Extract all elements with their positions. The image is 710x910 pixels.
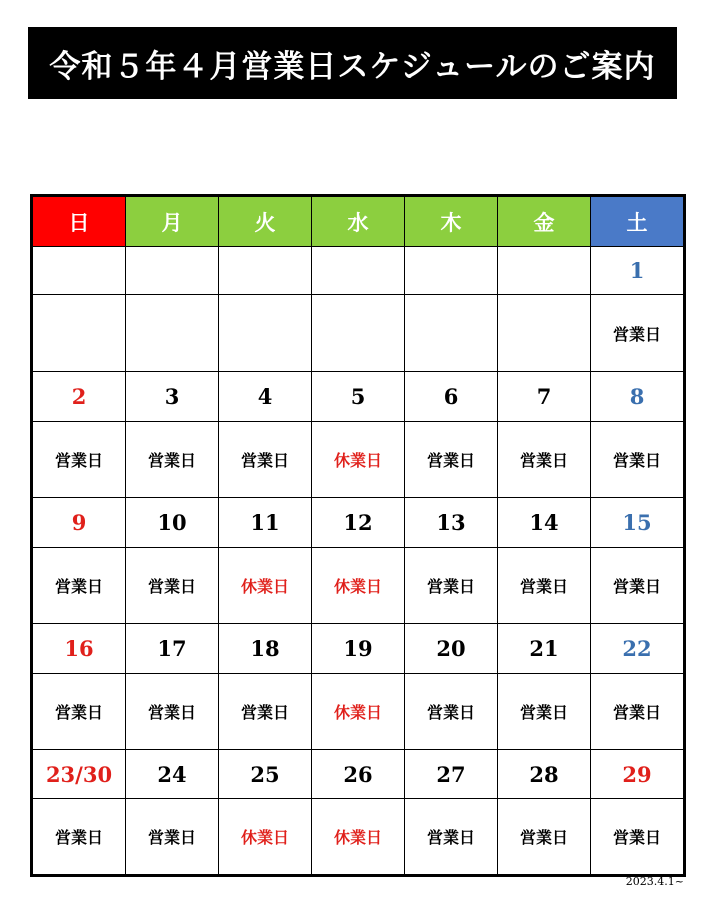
status-open: 営業日 <box>498 548 591 624</box>
status-open: 営業日 <box>32 422 126 498</box>
status-open: 営業日 <box>219 674 312 750</box>
date-number: 29 <box>591 750 685 799</box>
status-closed: 休業日 <box>312 799 405 876</box>
status-open: 営業日 <box>126 422 219 498</box>
date-number: 24 <box>126 750 219 799</box>
date-number: 25 <box>219 750 312 799</box>
status-empty <box>312 295 405 372</box>
date-number: 11 <box>219 498 312 548</box>
date-number: 7 <box>498 372 591 422</box>
status-open: 営業日 <box>219 422 312 498</box>
header-saturday: 土 <box>591 196 685 247</box>
date-number: 22 <box>591 624 685 674</box>
date-number: 20 <box>405 624 498 674</box>
date-number: 3 <box>126 372 219 422</box>
date-number <box>32 247 126 295</box>
date-number: 2 <box>32 372 126 422</box>
date-number: 15 <box>591 498 685 548</box>
status-open: 営業日 <box>498 422 591 498</box>
status-closed: 休業日 <box>312 548 405 624</box>
status-empty <box>32 295 126 372</box>
title-bar <box>28 27 677 99</box>
status-open: 営業日 <box>126 799 219 876</box>
header-sunday: 日 <box>32 196 126 247</box>
date-row <box>32 624 685 674</box>
status-open: 営業日 <box>591 422 685 498</box>
header-tuesday: 火 <box>219 196 312 247</box>
date-number <box>405 247 498 295</box>
status-open: 営業日 <box>126 674 219 750</box>
status-empty <box>498 295 591 372</box>
date-number <box>312 247 405 295</box>
status-row <box>32 548 685 624</box>
status-open: 営業日 <box>405 548 498 624</box>
date-number: 14 <box>498 498 591 548</box>
date-number: 19 <box>312 624 405 674</box>
status-open: 営業日 <box>126 548 219 624</box>
status-open: 営業日 <box>591 799 685 876</box>
date-number: 5 <box>312 372 405 422</box>
date-number: 26 <box>312 750 405 799</box>
date-number: 16 <box>32 624 126 674</box>
date-row <box>32 247 685 295</box>
date-row <box>32 372 685 422</box>
calendar-table <box>30 194 686 877</box>
header-wednesday: 水 <box>312 196 405 247</box>
date-number: 17 <box>126 624 219 674</box>
status-open: 営業日 <box>32 548 126 624</box>
status-open: 営業日 <box>32 674 126 750</box>
date-number <box>126 247 219 295</box>
status-row <box>32 295 685 372</box>
status-row <box>32 799 685 876</box>
date-number: 1 <box>591 247 685 295</box>
date-number: 27 <box>405 750 498 799</box>
status-closed: 休業日 <box>312 422 405 498</box>
date-number <box>219 247 312 295</box>
status-empty <box>405 295 498 372</box>
status-open: 営業日 <box>405 422 498 498</box>
date-number: 4 <box>219 372 312 422</box>
date-number <box>498 247 591 295</box>
date-number: 13 <box>405 498 498 548</box>
date-number: 28 <box>498 750 591 799</box>
status-open: 営業日 <box>591 548 685 624</box>
date-number: 6 <box>405 372 498 422</box>
status-empty <box>219 295 312 372</box>
effective-date-note: 2023.4.1~ <box>625 875 684 888</box>
page-title: 令和５年４月営業日スケジュールのご案内 <box>49 48 656 85</box>
status-open: 営業日 <box>591 295 685 372</box>
date-number: 8 <box>591 372 685 422</box>
status-row <box>32 674 685 750</box>
date-row <box>32 750 685 799</box>
status-open: 営業日 <box>405 674 498 750</box>
status-row <box>32 422 685 498</box>
status-open: 営業日 <box>498 674 591 750</box>
date-number: 21 <box>498 624 591 674</box>
status-empty <box>126 295 219 372</box>
weekday-header-row <box>32 196 685 247</box>
status-open: 営業日 <box>591 674 685 750</box>
status-open: 営業日 <box>32 799 126 876</box>
date-number: 10 <box>126 498 219 548</box>
header-monday: 月 <box>126 196 219 247</box>
status-open: 営業日 <box>498 799 591 876</box>
date-number: 12 <box>312 498 405 548</box>
status-closed: 休業日 <box>219 799 312 876</box>
date-number: 9 <box>32 498 126 548</box>
status-closed: 休業日 <box>312 674 405 750</box>
status-open: 営業日 <box>405 799 498 876</box>
date-number: 18 <box>219 624 312 674</box>
header-friday: 金 <box>498 196 591 247</box>
header-thursday: 木 <box>405 196 498 247</box>
date-row <box>32 498 685 548</box>
date-number: 23/30 <box>32 750 126 799</box>
status-closed: 休業日 <box>219 548 312 624</box>
